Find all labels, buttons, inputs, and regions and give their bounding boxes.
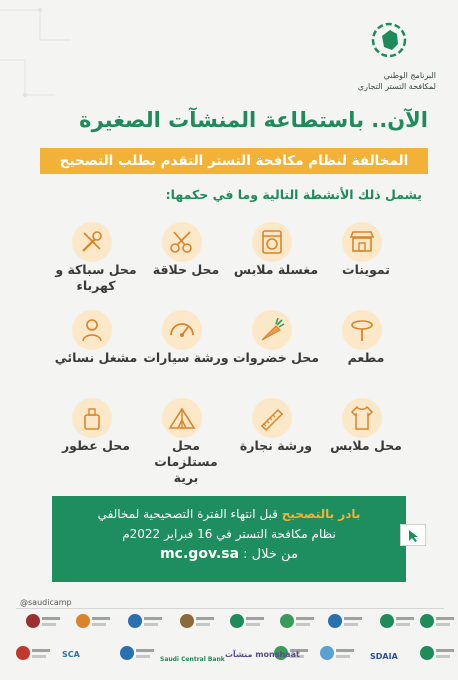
partner-logo <box>280 614 314 636</box>
decorative-pattern <box>0 0 70 120</box>
partner-logo <box>328 614 362 636</box>
cursor-badge <box>400 524 426 546</box>
partner-logo <box>128 614 162 636</box>
activity-clothes <box>322 398 412 484</box>
tent-icon <box>168 404 196 432</box>
cursor-arrow-icon <box>408 529 420 543</box>
activity-label: محل عطور <box>61 438 130 453</box>
perfume-icon <box>78 404 106 432</box>
activity-vegetables <box>232 310 322 396</box>
cta-via-label: من خلال : <box>239 547 298 562</box>
washing-machine-icon <box>258 228 286 256</box>
activity-label: مطعم <box>347 350 385 365</box>
program-name-line2: لمكافحة التستر التجاري <box>357 82 436 91</box>
saudi-central-bank-logo: Saudi Central Bank <box>160 656 225 663</box>
activity-label: محل سباكة و كهرباء <box>55 262 137 293</box>
partner-logos <box>10 614 450 674</box>
scissors-icon <box>168 228 196 256</box>
saw-icon <box>258 404 286 432</box>
activity-barber <box>142 222 232 308</box>
cta-highlight: بادر بالتصحيح <box>281 507 361 521</box>
activity-label: محل مستلزمات برية <box>154 438 218 485</box>
monshaat-logo: منشآت monshaat <box>225 650 300 659</box>
partner-logo <box>420 614 454 636</box>
activity-label: ورشة نجارة <box>239 438 313 453</box>
cta-line2: نظام مكافحة التستر في 16 فبراير 2022م <box>122 527 336 541</box>
partner-logo <box>320 646 354 668</box>
activity-plumbing <box>52 222 142 308</box>
sub-banner: المخالفة لنظام مكافحة التستر التقدم بطلب التصحيح <box>40 148 428 174</box>
sca-logo: SCA <box>62 650 80 659</box>
program-name <box>316 70 436 92</box>
activity-carpentry <box>232 398 322 484</box>
cta-line3 <box>52 544 406 565</box>
cta-line1 <box>52 504 406 524</box>
activity-womens-salon <box>52 310 142 396</box>
activity-perfume <box>52 398 142 484</box>
activity-restaurant <box>322 310 412 396</box>
activity-auto-workshop <box>142 310 232 396</box>
activity-label: محل حلاقة <box>152 262 220 277</box>
partner-logo <box>180 614 214 636</box>
activity-label: محل خضروات <box>233 350 319 365</box>
partner-logo <box>16 646 50 668</box>
shop-icon <box>348 228 376 256</box>
cta-website-link[interactable]: mc.gov.sa <box>160 546 240 562</box>
activity-camping <box>142 398 232 484</box>
program-name-line1: البرنامج الوطني <box>383 71 436 80</box>
footer-divider <box>16 608 444 609</box>
partner-logo <box>76 614 110 636</box>
activities-grid <box>52 222 412 485</box>
cta-line1-text: قبل انتهاء الفترة التصحيحية لمخالفي <box>97 507 282 521</box>
activity-groceries <box>322 222 412 308</box>
intro-text: يشمل ذلك الأنشطة التالية وما في حكمها: <box>165 187 422 202</box>
carrot-icon <box>258 316 286 344</box>
sdaia-logo: SDAIA <box>370 652 398 661</box>
woman-icon <box>78 316 106 344</box>
activity-label: تموينات <box>342 262 390 277</box>
gauge-icon <box>168 316 196 344</box>
activity-laundry <box>232 222 322 308</box>
activity-label: محل ملابس <box>330 438 402 453</box>
program-logo-icon <box>370 20 408 60</box>
tools-icon <box>78 228 106 256</box>
headline: الآن.. باستطاعة المنشآت الصغيرة <box>79 108 428 132</box>
social-handle: @saudicamp <box>20 598 72 607</box>
partner-logo <box>26 614 60 636</box>
partner-logo <box>230 614 264 636</box>
food-icon <box>348 316 376 344</box>
activity-label: مشغل نسائي <box>54 350 138 365</box>
activity-label: ورشة سيارات <box>143 350 229 365</box>
cta-box <box>52 496 406 582</box>
activity-label: مغسلة ملابس <box>233 262 319 277</box>
partner-logo <box>120 646 154 668</box>
partner-logo <box>380 614 414 636</box>
partner-logo <box>420 646 454 668</box>
shirt-icon <box>348 404 376 432</box>
